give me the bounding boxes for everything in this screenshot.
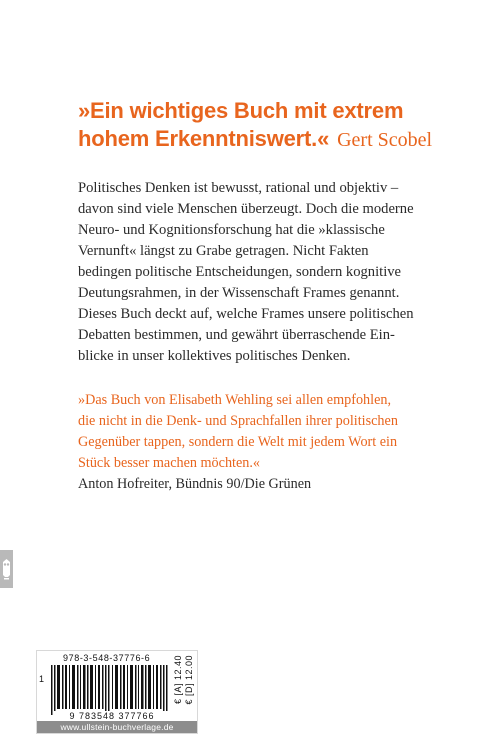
blurb-line: davon sind viele Menschen überzeugt. Doch die moderne (78, 201, 414, 217)
blurb-line: Neuro- und Kognitionsforschung hat die »klassische (78, 222, 385, 238)
review-quote (78, 390, 468, 495)
headline-quote-author: Gert Scobel (337, 129, 433, 151)
publisher-url: www.ullstein-buchverlage.de (37, 721, 197, 733)
review-line: Stück besser machen möchten.« (78, 455, 261, 471)
ean-lead-digit: 1 (39, 674, 45, 684)
blurb-line: blicke in unser kollektives politisches Denken. (78, 348, 351, 364)
ullstein-owl-icon (0, 550, 13, 588)
book-blurb (78, 178, 468, 367)
barcode-panel (36, 650, 198, 734)
review-line: »Das Buch von Elisabeth Wehling sei allen empfohlen, (78, 392, 392, 408)
isbn-number: 978-3-548-37776-6 (63, 653, 151, 663)
price-germany: € [D] 12.00 (184, 655, 194, 705)
blurb-line: Debatten bestimmen, und gewährt überraschende Ein- (78, 327, 395, 343)
headline-quote-line1: »Ein wichtiges Buch mit extrem (78, 98, 404, 123)
ean-digits: 9 783548 377766 (53, 711, 171, 721)
review-line: Gegenüber tappen, sondern die Welt mit jedem Wort ein (78, 434, 398, 450)
headline-quote-line2: hohem Erkenntniswert.« (78, 126, 330, 151)
blurb-line: Deutungsrahmen, in der Wissenschaft Frames genannt. (78, 285, 400, 301)
blurb-line: bedingen politische Entscheidungen, sondern kognitive (78, 264, 402, 280)
price-austria: € [A] 12.40 (173, 655, 183, 705)
review-line: die nicht in die Denk- und Sprachfallen ihrer politischen (78, 413, 398, 429)
blurb-line: Politisches Denken ist bewusst, rational und objektiv – (78, 180, 399, 196)
blurb-line: Vernunft« längst zu Grabe getragen. Nicht Fakten (78, 243, 369, 259)
ean-barcode (51, 665, 173, 715)
review-attribution: Anton Hofreiter, Bündnis 90/Die Grünen (78, 476, 312, 492)
headline-quote (78, 97, 478, 154)
blurb-line: Dieses Buch deckt auf, welche Frames unsere politischen (78, 306, 414, 322)
